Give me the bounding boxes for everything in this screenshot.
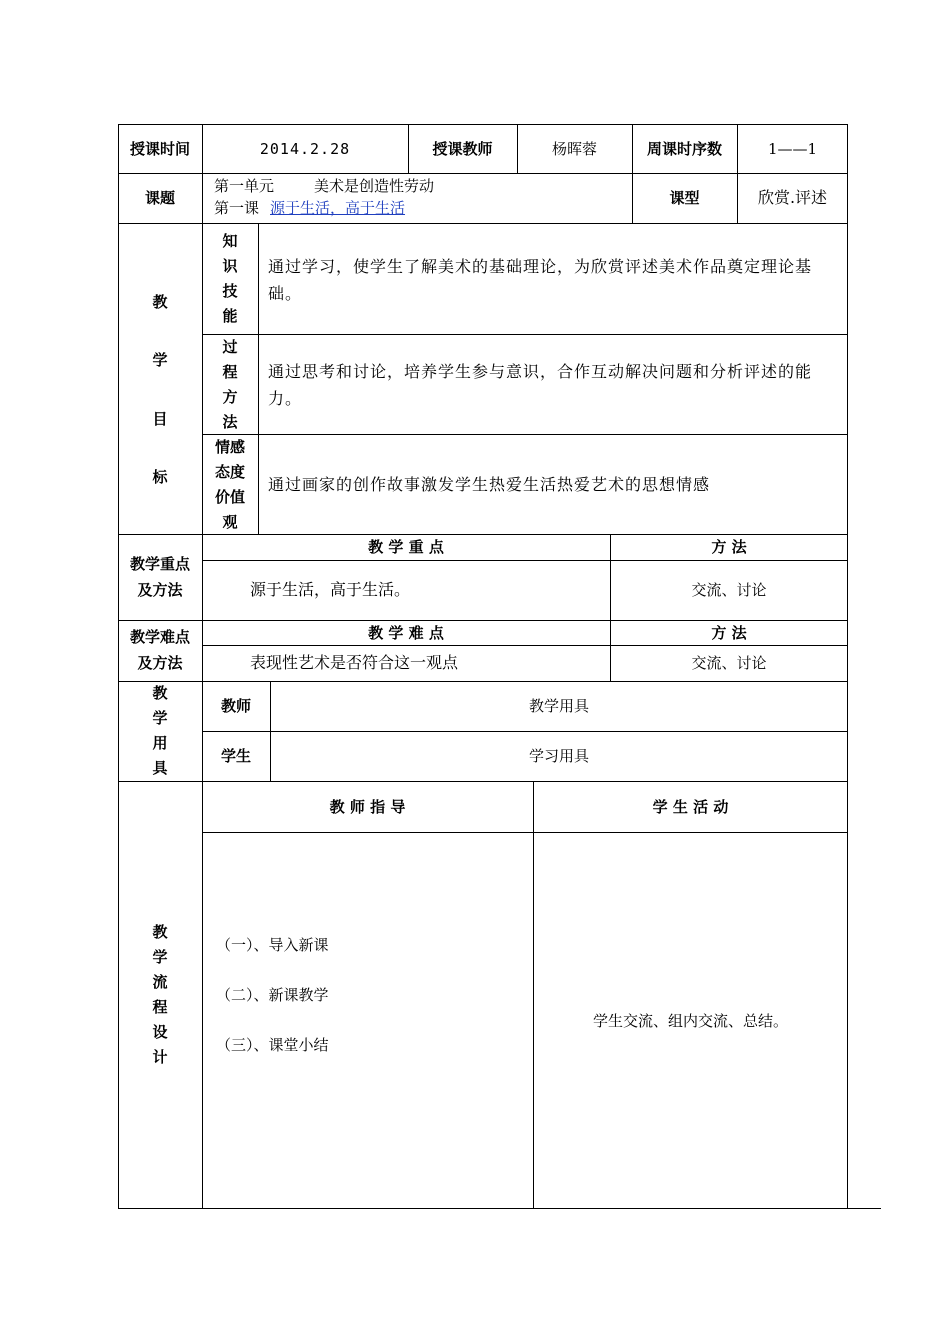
col-divider <box>202 173 203 223</box>
tools-label-char: 教 <box>152 684 168 702</box>
row-divider <box>202 832 848 833</box>
process-design-label-char: 教 <box>152 922 168 941</box>
tools-teacher-label: 教师 <box>220 697 251 715</box>
trailing-rule <box>848 1208 881 1209</box>
key-points-label-line2: 及方法 <box>137 581 183 599</box>
col-divider <box>202 781 203 1209</box>
difficulties-method-header: 方 法 <box>711 623 747 642</box>
unit-line-prefix: 第一单元 <box>214 177 275 195</box>
step-new-lesson: （二）、新课教学 <box>216 986 329 1004</box>
row-divider <box>118 223 848 224</box>
row-divider <box>202 434 848 435</box>
teacher-value: 杨晖蓉 <box>551 139 597 158</box>
difficulties-method: 交流、讨论 <box>691 654 767 672</box>
process-text: 通过思考和讨论，培养学生参与意识，合作互动解决问题和分析评述的能力。 <box>268 362 813 408</box>
difficulties-label-line1: 教学难点 <box>129 628 190 646</box>
knowledge-label-char: 能 <box>222 307 238 325</box>
key-points-col-header: 教 学 重 点 <box>368 538 444 556</box>
process-label <box>202 336 258 434</box>
tools-label <box>118 681 202 781</box>
col-divider <box>533 781 534 1209</box>
process-label-char: 方 <box>222 388 238 406</box>
row-divider <box>202 334 848 335</box>
difficulties-content: 表现性艺术是否符合这一观点 <box>250 653 459 672</box>
knowledge-label-char: 知 <box>222 232 238 250</box>
goals-label <box>118 290 202 490</box>
process-design-label-char: 学 <box>152 947 168 966</box>
emotion-label-char: 态度 <box>214 463 245 481</box>
tools-student-value: 学习用具 <box>528 747 589 765</box>
goals-label-char: 目 <box>152 409 168 428</box>
emotion-label <box>202 436 258 534</box>
student-activity-text: 学生交流、组内交流、总结。 <box>592 1012 788 1030</box>
teacher-label: 授课教师 <box>432 139 493 158</box>
col-divider <box>258 223 259 534</box>
teacher-guidance-header: 教 师 指 导 <box>329 797 406 816</box>
emotion-label-char: 观 <box>222 513 238 531</box>
order-label: 周课时序数 <box>646 139 722 158</box>
tools-label-char: 学 <box>152 709 168 727</box>
process-design-label-char: 计 <box>152 1047 168 1066</box>
tools-student-label: 学生 <box>220 747 251 765</box>
key-points-method: 交流、讨论 <box>691 581 767 599</box>
step-summary: （三）、课堂小结 <box>216 1036 329 1054</box>
process-label-char: 过 <box>222 338 238 356</box>
emotion-text: 通过画家的创作故事激发学生热爱生活热爱艺术的思想情感 <box>268 475 711 494</box>
lesson-line-prefix: 第一课 <box>214 199 260 217</box>
process-label-char: 程 <box>222 363 238 381</box>
knowledge-label-char: 技 <box>222 282 238 300</box>
key-points-content: 源于生活，高于生活。 <box>250 580 411 599</box>
process-design-label <box>118 917 202 1072</box>
topic-label: 课题 <box>144 189 175 207</box>
tools-label-char: 具 <box>152 759 168 777</box>
type-value: 欣赏.评述 <box>757 188 828 207</box>
emotion-label-char: 情感 <box>214 438 245 456</box>
unit-line-title: 美术是创造性劳动 <box>314 177 435 195</box>
lesson-title-link[interactable]: 源于生活，高于生活 <box>270 199 406 217</box>
tools-teacher-value: 教学用具 <box>528 697 589 715</box>
process-design-label-char: 流 <box>152 972 168 991</box>
goals-label-char: 学 <box>152 351 168 370</box>
time-value: 2014.2.28 <box>259 139 351 158</box>
type-label: 课型 <box>669 189 700 207</box>
knowledge-label <box>202 228 258 330</box>
key-points-method-header: 方 法 <box>711 538 747 556</box>
difficulties-label-line2: 及方法 <box>137 654 183 672</box>
step-intro: （一）、导入新课 <box>216 936 329 954</box>
emotion-label-char: 价值 <box>214 488 245 506</box>
knowledge-label-char: 识 <box>222 257 238 275</box>
knowledge-text: 通过学习，使学生了解美术的基础理论，为欣赏评述美术作品奠定理论基础。 <box>268 257 813 303</box>
order-value: 1——1 <box>767 139 818 158</box>
process-design-label-char: 程 <box>152 997 168 1016</box>
process-design-label-char: 设 <box>152 1022 168 1041</box>
key-points-label-line1: 教学重点 <box>129 555 190 573</box>
time-label: 授课时间 <box>129 139 190 158</box>
difficulties-col-header: 教 学 难 点 <box>368 623 444 642</box>
goals-label-char: 教 <box>152 293 168 311</box>
goals-label-char: 标 <box>152 467 168 486</box>
process-label-char: 法 <box>222 413 238 431</box>
student-activity-header: 学 生 活 动 <box>652 797 729 816</box>
tools-label-char: 用 <box>152 734 168 752</box>
